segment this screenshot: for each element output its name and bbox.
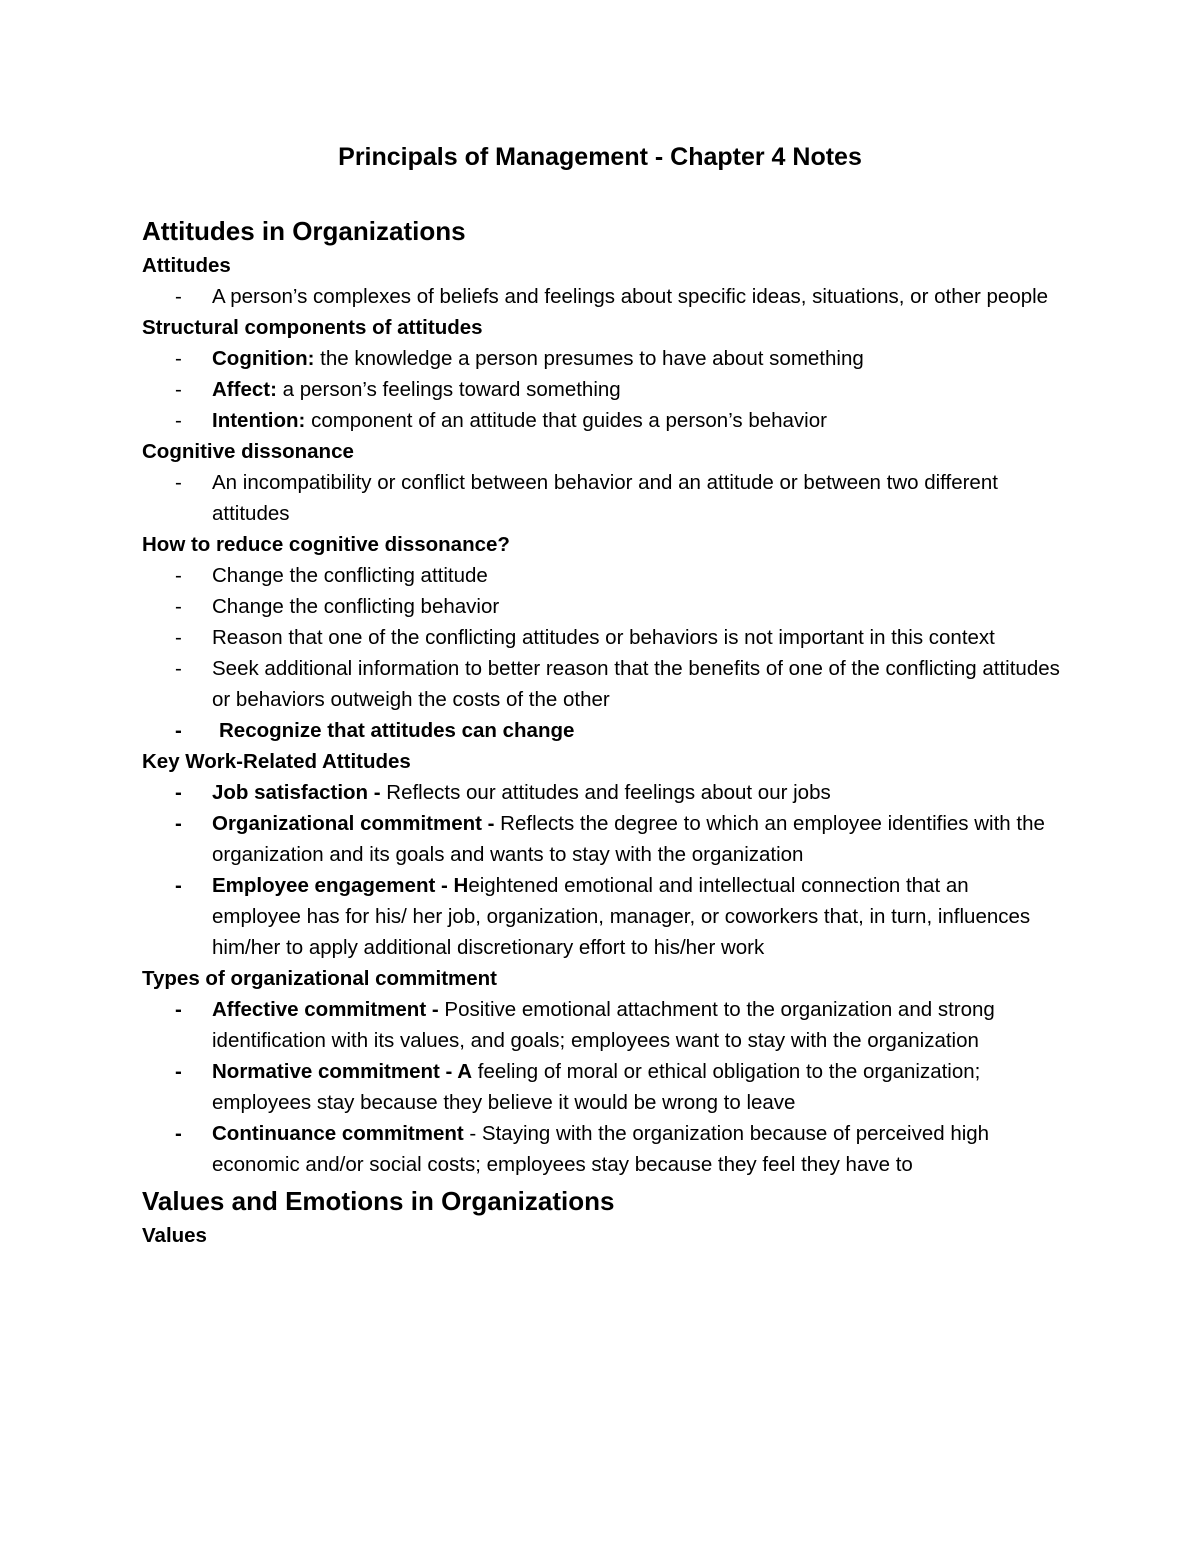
list-item: - Cognition: the knowledge a person presumes to have about something <box>142 343 1062 374</box>
bullet-dash: - <box>175 285 182 308</box>
bullet-dash: - <box>175 781 182 804</box>
list-item: - Reason that one of the conflicting attitudes or behaviors is not important in this context <box>142 622 1062 653</box>
list-item: - Affective commitment - Positive emotional attachment to the organization and strong identification with its values, and goals; employees want to stay with the organization <box>142 994 1062 1056</box>
section-heading-values-emotions: Values and Emotions in Organizations <box>142 1186 615 1216</box>
bullet-dash: - <box>175 595 182 618</box>
list-item: - A person’s complexes of beliefs and feelings about specific ideas, situations, or other people <box>142 281 1062 312</box>
subheading-values: Values <box>142 1224 207 1247</box>
term-label: Cognition: <box>212 347 315 370</box>
document-body <box>142 214 1062 1251</box>
reduce-dissonance-list <box>142 560 1062 746</box>
term-label: Continuance commitment <box>212 1122 464 1145</box>
subheading-structural-components: Structural components of attitudes <box>142 316 483 339</box>
subheading-key-work-attitudes: Key Work-Related Attitudes <box>142 750 411 773</box>
list-item <box>142 715 1062 746</box>
subheading-reduce-dissonance: How to reduce cognitive dissonance? <box>142 533 510 556</box>
list-item: - Affect: a person’s feelings toward something <box>142 374 1062 405</box>
bullet-dash: - <box>175 1060 182 1083</box>
bullet-dash: - <box>175 471 182 494</box>
bullet-dash: - <box>175 719 182 742</box>
page-title: Principals of Management - Chapter 4 Notes <box>338 143 862 171</box>
term-label: Organizational commitment - <box>212 812 501 835</box>
bullet-dash: - <box>175 409 182 432</box>
list-item: - Normative commitment - A feeling of moral or ethical obligation to the organization; employees stay because they believe it would be wrong to leave <box>142 1056 1062 1118</box>
structural-components-list <box>142 343 1062 436</box>
bullet-dash: - <box>175 874 182 897</box>
list-item: - Organizational commitment - Reflects the degree to which an employee identifies with the organization and its goals and wants to stay with the organization <box>142 808 1062 870</box>
attitudes-list <box>142 281 1062 312</box>
bullet-dash: - <box>175 998 182 1021</box>
bullet-dash: - <box>175 1122 182 1145</box>
list-item: - An incompatibility or conflict between behavior and an attitude or between two different attitudes <box>142 467 1062 529</box>
subheading-types-of-commitment: Types of organizational commitment <box>142 967 497 990</box>
list-item: - Change the conflicting attitude <box>142 560 1062 591</box>
list-item: - Intention: component of an attitude that guides a person’s behavior <box>142 405 1062 436</box>
bullet-dash: - <box>175 626 182 649</box>
types-of-commitment-list <box>142 994 1062 1180</box>
section-heading-attitudes: Attitudes in Organizations <box>142 216 466 246</box>
list-item: - Seek additional information to better reason that the benefits of one of the conflicting attitudes or behaviors outweigh the costs of the other <box>142 653 1062 715</box>
term-label: Job satisfaction - <box>212 781 387 804</box>
bullet-dash: - <box>175 378 182 401</box>
key-work-attitudes-list <box>142 777 1062 963</box>
term-label: Affective commitment - <box>212 998 445 1021</box>
term-label: Intention: <box>212 409 306 432</box>
subheading-cognitive-dissonance: Cognitive dissonance <box>142 440 354 463</box>
bullet-dash: - <box>175 812 182 835</box>
bullet-dash: - <box>175 657 182 680</box>
list-item: - Change the conflicting behavior <box>142 591 1062 622</box>
list-item: - Job satisfaction - Reflects our attitudes and feelings about our jobs <box>142 777 1062 808</box>
subheading-attitudes: Attitudes <box>142 254 231 277</box>
term-label: Normative commitment - A <box>212 1060 473 1083</box>
list-item: - Continuance commitment - Staying with the organization because of perceived high economic and/or social costs; employees stay because they feel they have to <box>142 1118 1062 1180</box>
term-label: Employee engagement - H <box>212 874 469 897</box>
bullet-dash: - <box>175 347 182 370</box>
bullet-dash: - <box>175 564 182 587</box>
bold-item-text: Recognize that attitudes can change <box>219 719 575 742</box>
term-label: Affect: <box>212 378 277 401</box>
list-item: - Employee engagement - Heightened emotional and intellectual connection that an employee has for his/ her job, organization, manager, or coworkers that, in turn, influences him/her to apply additional discretionary effort to his/her work <box>142 870 1062 963</box>
cognitive-dissonance-list <box>142 467 1062 529</box>
